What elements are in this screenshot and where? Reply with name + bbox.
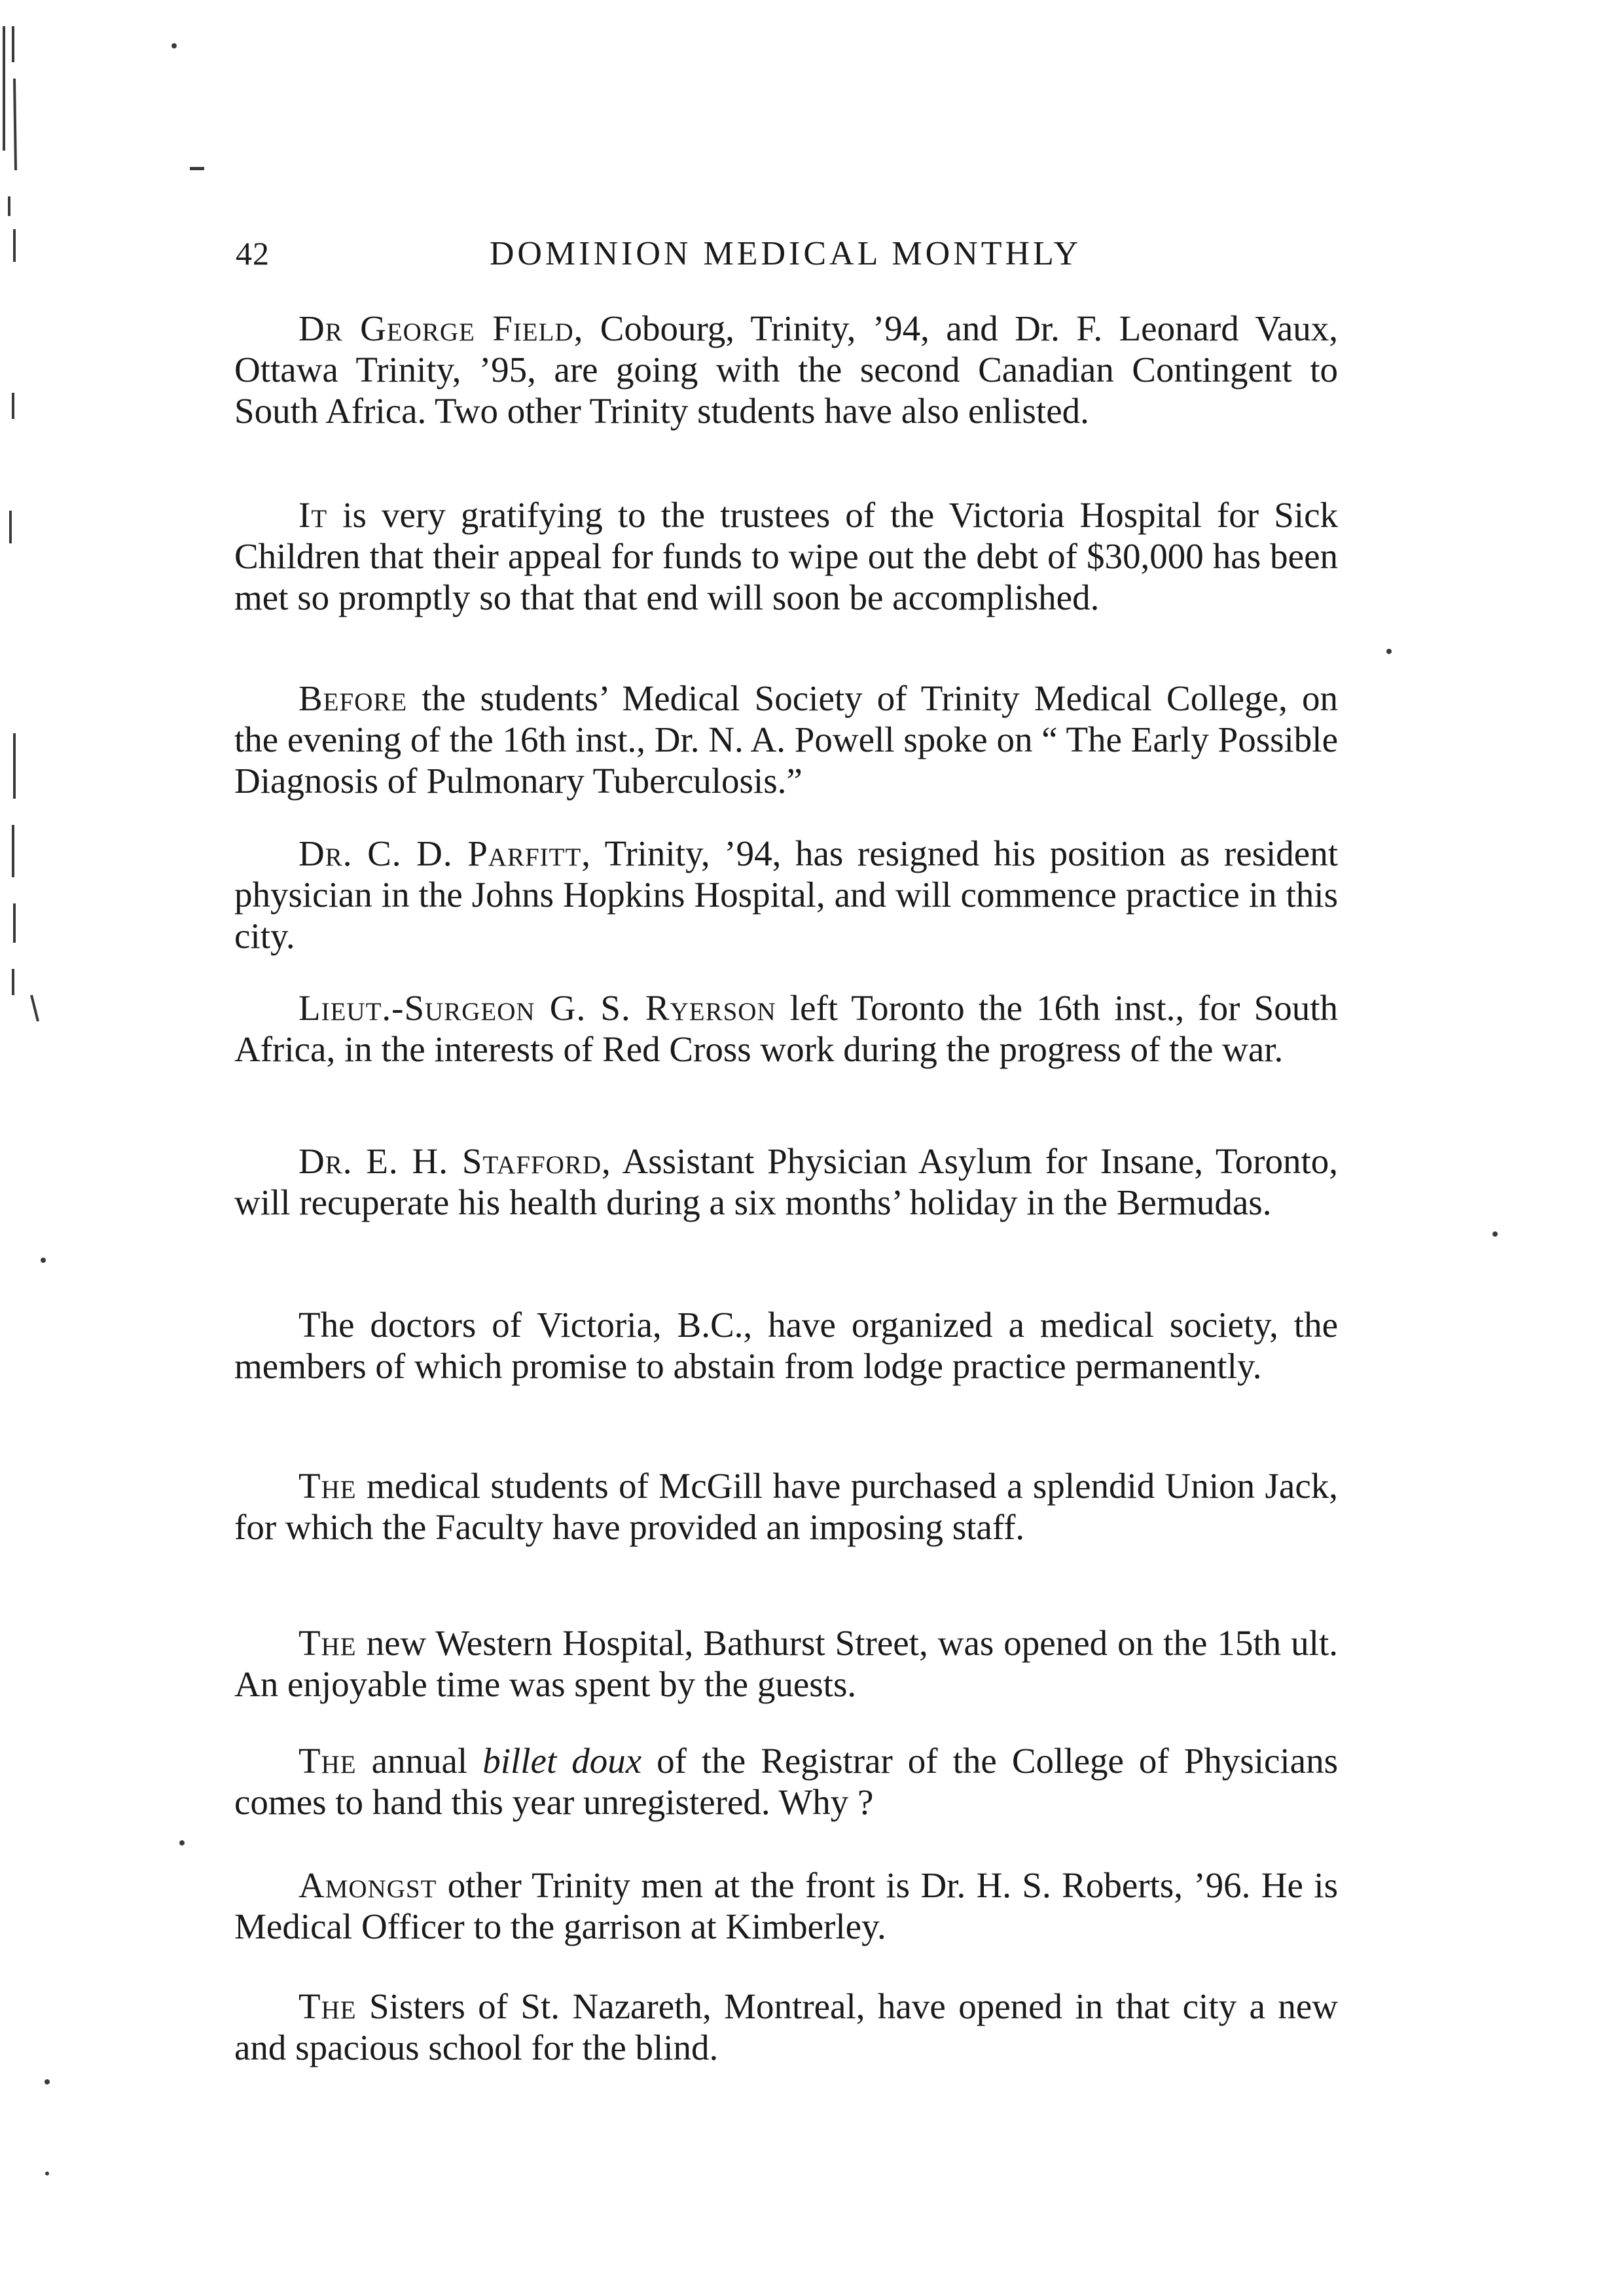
paragraph-text: new Western Hospital, Bathurst Street, was opened on the 15th ult. An enjoyable time was spent by the guests.	[234, 1623, 1338, 1704]
paragraph-lead: It	[298, 495, 328, 535]
paragraph-lead: Before	[298, 678, 408, 718]
paragraph-text: The doctors of Victoria, B.C., have organized a medical society, the members of which promise to abstain from lodge practice permanently.	[234, 1305, 1338, 1386]
paragraph-italic: billet doux	[482, 1741, 642, 1781]
paragraph-text: the students’ Medical Society of Trinity Medical College, on the evening of the 16th inst., Dr. N. A. Powell spoke on “ The Early Possible Diagnosis of Pulmonary Tuberculosis.”	[234, 678, 1338, 801]
paragraph-text: of the Registrar of the College of Physicians comes to hand this year unregistered. Why ?	[234, 1741, 1338, 1822]
news-paragraph	[234, 308, 1338, 431]
news-paragraph	[234, 678, 1338, 801]
paragraph-lead: The	[298, 1741, 357, 1781]
paragraph-lead: Lieut.-Surgeon G. S. Ryerson	[298, 988, 776, 1028]
paragraph-text: is very gratifying to the trustees of the Victoria Hospital for Sick Children that their appeal for funds to wipe out the debt of $30,000 has been met so promptly so that that end will soon be accomplished.	[234, 495, 1338, 617]
page-number: 42	[236, 235, 270, 272]
news-paragraph	[234, 494, 1338, 618]
running-header	[236, 234, 1335, 280]
news-paragraph	[234, 1465, 1338, 1548]
news-paragraph	[234, 1986, 1338, 2068]
news-paragraph	[234, 1140, 1338, 1223]
paragraph-text: medical students of McGill have purchased a splendid Union Jack, for which the Faculty have provided an imposing staff.	[234, 1466, 1338, 1547]
paragraph-lead: Dr George Field,	[298, 308, 584, 348]
news-paragraph	[234, 1740, 1338, 1823]
paragraph-text-before: annual	[356, 1741, 483, 1781]
news-paragraph	[234, 833, 1338, 956]
paragraph-lead: The	[298, 1466, 357, 1506]
paragraph-text: Trinity, ’94, has resigned his position as resident physician in the Johns Hopkins Hospital, and will commence practice in this city.	[234, 833, 1338, 956]
paragraph-lead: The	[298, 1623, 357, 1663]
news-paragraph	[234, 1865, 1338, 1947]
news-paragraph	[234, 1622, 1338, 1705]
journal-title: DOMINION MEDICAL MONTHLY	[489, 235, 1082, 272]
paragraph-text: Cobourg, Trinity, ’94, and Dr. F. Leonard Vaux, Ottawa Trinity, ’95, are going with the second Canadian Contingent to South Africa. Two other Trinity students have also enlisted.	[234, 308, 1338, 431]
paragraph-lead: Amongst	[298, 1865, 437, 1905]
paragraph-text: other Trinity men at the front is Dr. H. S. Roberts, ’96. He is Medical Officer to the garrison at Kimberley.	[234, 1865, 1338, 1946]
paragraph-text: left Toronto the 16th inst., for South Africa, in the interests of Red Cross work during the progress of the war.	[234, 988, 1338, 1069]
news-paragraph	[234, 987, 1338, 1070]
paragraph-lead: Dr. E. H. Stafford,	[298, 1141, 611, 1181]
news-paragraph	[234, 1304, 1338, 1387]
paragraph-text: Sisters of St. Nazareth, Montreal, have opened in that city a new and spacious school for the blind.	[234, 1986, 1338, 2067]
paragraph-text: Assistant Physician Asylum for Insane, Toronto, will recuperate his health during a six months’ holiday in the Bermudas.	[234, 1141, 1338, 1222]
paragraph-lead: Dr. C. D. Parfitt,	[298, 833, 592, 873]
paragraph-lead: The	[298, 1986, 357, 2026]
